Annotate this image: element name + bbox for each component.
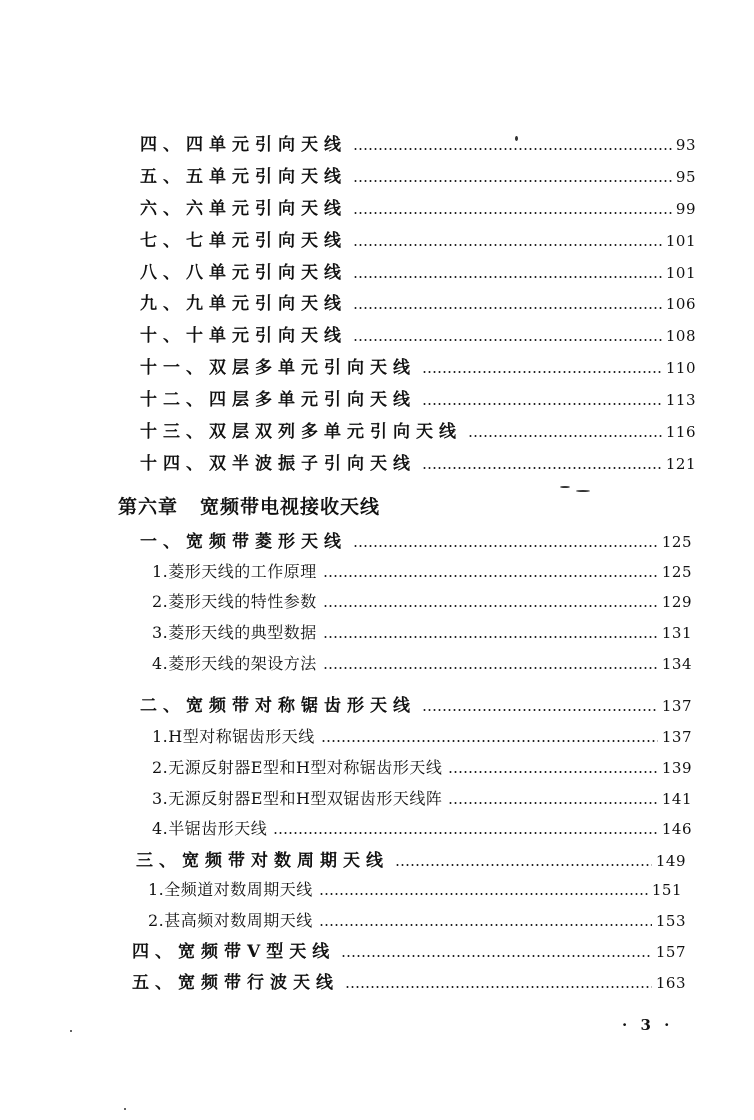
dot-leader xyxy=(353,276,662,278)
toc-entry[interactable] xyxy=(140,422,696,442)
dot-leader xyxy=(448,802,657,804)
toc-entry-label: 七、七单元引向天线 xyxy=(140,231,347,251)
dot-leader xyxy=(319,924,652,926)
toc-entry-page: 153 xyxy=(655,912,686,930)
dot-leader xyxy=(319,893,648,895)
dot-leader xyxy=(273,832,658,834)
toc-entry-page: 101 xyxy=(665,232,696,250)
toc-entry-page: 125 xyxy=(661,533,692,551)
toc-entry-page: 113 xyxy=(665,391,696,409)
dot-leader xyxy=(323,575,658,577)
dot-leader xyxy=(353,244,662,246)
scan-speck xyxy=(560,486,570,488)
page-number: · 3 · xyxy=(622,1016,674,1034)
toc-entry-page: 139 xyxy=(661,759,692,777)
toc-subsection[interactable] xyxy=(152,727,692,747)
dot-leader xyxy=(468,435,662,437)
toc-entry-page: 125 xyxy=(661,563,692,581)
chapter-heading[interactable] xyxy=(118,492,380,519)
toc-entry[interactable] xyxy=(140,167,696,187)
toc-section[interactable] xyxy=(132,942,686,962)
dot-leader xyxy=(353,212,672,214)
toc-entry[interactable] xyxy=(140,454,696,474)
toc-entry-label: 六、六单元引向天线 xyxy=(140,199,347,219)
toc-entry[interactable] xyxy=(140,326,696,346)
scan-speck xyxy=(124,1108,126,1110)
toc-subsection[interactable] xyxy=(152,562,692,582)
toc-section[interactable] xyxy=(140,532,692,552)
toc-entry-page: 131 xyxy=(661,624,692,642)
toc-entry-page: 95 xyxy=(675,168,696,186)
toc-entry-page: 151 xyxy=(651,881,682,899)
toc-entry[interactable] xyxy=(140,199,696,219)
toc-entry-page: 101 xyxy=(665,264,696,282)
toc-entry-label: 五、五单元引向天线 xyxy=(140,167,347,187)
dot-leader xyxy=(448,771,657,773)
toc-entry-label: 三、宽频带对数周期天线 xyxy=(136,851,389,871)
toc-entry-page: 137 xyxy=(661,728,692,746)
toc-entry-label: 四、四单元引向天线 xyxy=(140,135,347,155)
toc-entry-page: 106 xyxy=(665,295,696,313)
dot-leader xyxy=(395,864,652,866)
toc-section[interactable] xyxy=(140,696,692,716)
toc-subsection[interactable] xyxy=(152,819,692,839)
dot-leader xyxy=(353,148,672,150)
chapter-title: 宽频带电视接收天线 xyxy=(200,496,381,518)
toc-entry[interactable] xyxy=(140,263,696,283)
toc-entry[interactable] xyxy=(140,390,696,410)
dot-leader xyxy=(323,605,658,607)
toc-entry-label: 十二、四层多单元引向天线 xyxy=(140,390,416,410)
toc-entry-page: 163 xyxy=(655,974,686,992)
toc-entry-page: 93 xyxy=(675,136,696,154)
toc-entry-page: 116 xyxy=(665,423,696,441)
toc-entry-label: 十四、双半波振子引向天线 xyxy=(140,454,416,474)
toc-entry-label: 十三、双层双列多单元引向天线 xyxy=(140,422,462,442)
chapter-number: 第六章 xyxy=(118,496,179,518)
scan-speck xyxy=(70,1030,72,1032)
toc-entry-label: 十一、双层多单元引向天线 xyxy=(140,358,416,378)
dot-leader xyxy=(422,709,658,711)
toc-entry-label: 2.甚高频对数周期天线 xyxy=(148,911,313,930)
dot-leader xyxy=(353,307,662,309)
toc-entry-page: 134 xyxy=(661,655,692,673)
toc-entry[interactable] xyxy=(140,231,696,251)
toc-subsection[interactable] xyxy=(148,911,686,931)
toc-entry[interactable] xyxy=(140,135,696,155)
toc-entry-label: 1.H型对称锯齿形天线 xyxy=(152,727,315,746)
toc-subsection[interactable] xyxy=(148,880,682,900)
dot-leader xyxy=(353,545,658,547)
toc-subsection[interactable] xyxy=(152,789,692,809)
toc-entry-page: 146 xyxy=(661,820,692,838)
dot-leader xyxy=(422,467,662,469)
toc-entry-label: 3.无源反射器E型和H型双锯齿形天线阵 xyxy=(152,789,443,808)
toc-entry-page: 137 xyxy=(661,697,692,715)
toc-entry-label: 八、八单元引向天线 xyxy=(140,263,347,283)
toc-entry-page: 121 xyxy=(665,455,696,473)
toc-subsection[interactable] xyxy=(152,592,692,612)
dot-leader xyxy=(422,403,662,405)
toc-entry-label: 3.菱形天线的典型数据 xyxy=(152,623,317,642)
toc-entry-page: 110 xyxy=(665,359,696,377)
toc-entry-label: 2.菱形天线的特性参数 xyxy=(152,592,317,611)
toc-subsection[interactable] xyxy=(152,623,692,643)
toc-entry-label: 4.半锯齿形天线 xyxy=(152,819,268,838)
toc-section[interactable] xyxy=(136,851,686,871)
toc-entry-label: 二、宽频带对称锯齿形天线 xyxy=(140,696,416,716)
toc-entry-label: 1.菱形天线的工作原理 xyxy=(152,562,317,581)
toc-entry[interactable] xyxy=(140,358,696,378)
dot-leader xyxy=(353,339,662,341)
toc-entry[interactable] xyxy=(140,294,696,314)
toc-entry-page: 141 xyxy=(661,790,692,808)
dot-leader xyxy=(341,955,652,957)
dot-leader xyxy=(422,371,662,373)
toc-entry-label: 一、宽频带菱形天线 xyxy=(140,532,347,552)
dot-leader xyxy=(321,740,658,742)
dot-leader xyxy=(345,986,652,988)
toc-entry-label: 十、十单元引向天线 xyxy=(140,326,347,346)
toc-entry-page: 149 xyxy=(655,852,686,870)
toc-entry-page: 129 xyxy=(661,593,692,611)
dot-leader xyxy=(323,667,658,669)
toc-entry-label: 2.无源反射器E型和H型对称锯齿形天线 xyxy=(152,758,443,777)
dot-leader xyxy=(323,636,658,638)
dot-leader xyxy=(353,180,672,182)
toc-entry-page: 157 xyxy=(655,943,686,961)
toc-entry-page: 108 xyxy=(665,327,696,345)
toc-entry-label: 4.菱形天线的架设方法 xyxy=(152,654,317,673)
toc-entry-label: 1.全频道对数周期天线 xyxy=(148,880,313,899)
toc-entry-label: 九、九单元引向天线 xyxy=(140,294,347,314)
toc-entry-label: 五、宽频带行波天线 xyxy=(132,973,339,993)
toc-entry-page: 99 xyxy=(675,200,696,218)
toc-entry-label: 四、宽频带V型天线 xyxy=(132,942,336,962)
toc-section[interactable] xyxy=(132,973,686,993)
scan-speck xyxy=(515,136,518,141)
toc-subsection[interactable] xyxy=(152,758,692,778)
toc-subsection[interactable] xyxy=(152,654,692,674)
scan-speck xyxy=(576,490,590,492)
